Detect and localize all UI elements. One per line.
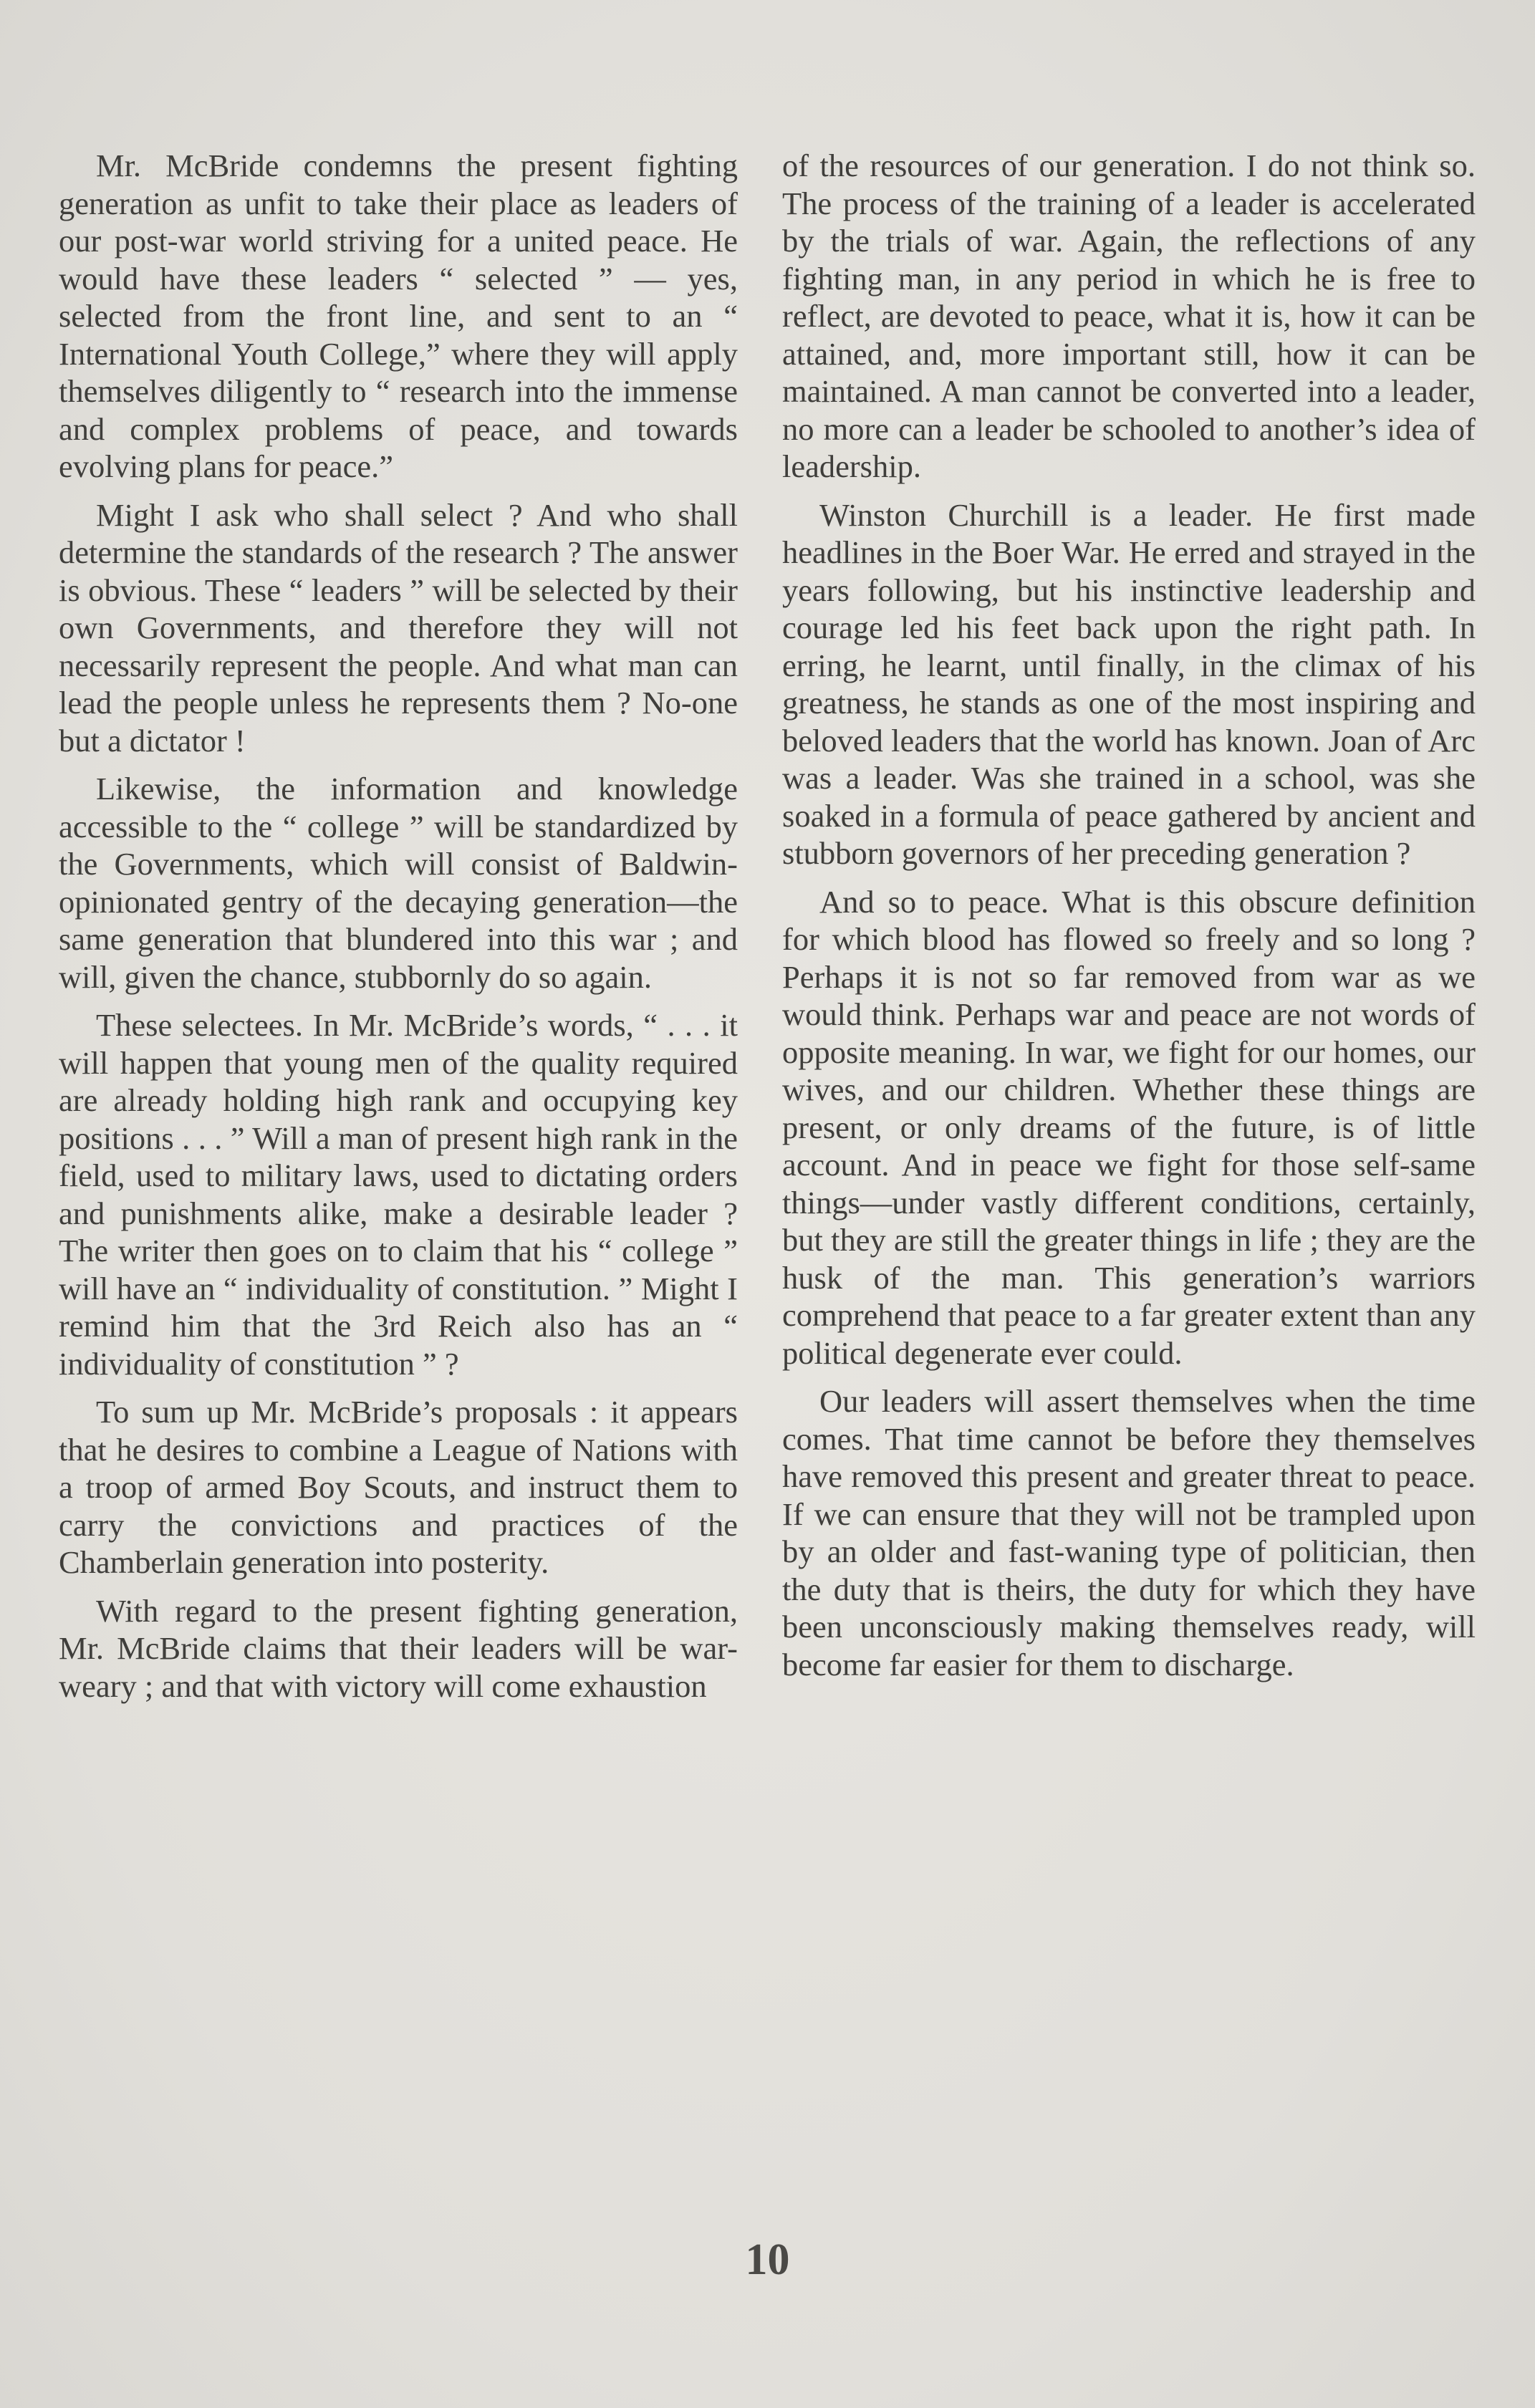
right-column — [782, 147, 1476, 1694]
paragraph: Winston Churchill is a leader. He first made headlines in the Boer War. He erred and strayed in the years following, but his instinctive leadership and courage led his feet back upon the right path. In erring, he learnt, until finally, in the climax of his greatness, he stands as one of the most inspiring and beloved leaders that the world has known. Joan of Arc was a leader. Was she trained in a school, was she soaked in a formula of peace gathered by ancient and stubborn governors of her preceding generation ? — [782, 496, 1476, 871]
paragraph: And so to peace. What is this obscure definition for which blood has flowed so freely and so long ? Perhaps it is not so far removed from war as we would think. Perhaps war and peace are not words of opposite meaning. In war, we fight for our homes, our wives, and our children. Whether these things are present, or only dreams of the future, is of little account. And in peace we fight for those self-same things—under vastly different conditions, certainly, but they are still the greater things in life ; they are the husk of the man. This generation’s warriors comprehend that peace to a far greater extent than any political degenerate ever could. — [782, 883, 1476, 1371]
left-column — [59, 147, 738, 1715]
paragraph: These selectees. In Mr. McBride’s words, “ . . . it will happen that young men of the quality required are already holding high rank and occupying key positions . . . ” Will a man of present high rank in the field, used to military laws, used to dictating orders and punishments alike, make a desirable leader ? The writer then goes on to claim that his “ college ” will have an “ individuality of constitution. ” Might I remind him that the 3rd Reich also has an “ individuality of constitution ” ? — [59, 1007, 738, 1382]
paragraph-continuation: of the resources of our generation. I do not think so. The process of the training of a leader is accelerated by the trials of war. Again, the reflections of any fighting man, in any period in which he is free to reflect, are devoted to peace, what it is, how it can be attained, and, more important still, how it can be maintained. A man cannot be converted into a leader, no more can a leader be schooled to another’s idea of leadership. — [782, 148, 1476, 484]
paragraph: Mr. McBride condemns the present fighting generation as unfit to take their place as leaders of our post-war world striving for a united peace. He would have these leaders “ selected ” — yes, selected from the front line, and sent to an “ International Youth College,” where they will apply themselves diligently to “ research into the immense and complex problems of peace, and towards evolving plans for peace.” — [59, 148, 738, 484]
page-number: 10 — [745, 2235, 790, 2284]
paragraph: With regard to the present fighting generation, Mr. McBride claims that their leaders will be war-weary ; and that with victory will come exhaustion — [59, 1592, 738, 1704]
paragraph: Might I ask who shall select ? And who shall determine the standards of the research ? The answer is obvious. These “ leaders ” will be selected by their own Governments, and therefore they will not necessarily represent the people. And what man can lead the people unless he represents them ? No-one but a dictator ! — [59, 496, 738, 758]
paragraph: Our leaders will assert themselves when the time comes. That time cannot be before they themselves have removed this present and greater threat to peace. If we can ensure that they will not be trampled upon by an older and fast-waning type of politician, then the duty that is theirs, the duty for which they have been unconsciously making themselves ready, will become far easier for them to discharge. — [782, 1383, 1476, 1682]
paragraph: To sum up Mr. McBride’s proposals : it appears that he desires to combine a League of Nations with a troop of armed Boy Scouts, and instruct them to carry the convictions and practices of the Chamberlain generation into posterity. — [59, 1394, 738, 1580]
paragraph: Likewise, the information and knowledge accessible to the “ college ” will be standardized by the Governments, which will consist of Baldwin-opinionated gentry of the decaying generation—the same generation that blundered into this war ; and will, given the chance, stubbornly do so again. — [59, 771, 738, 995]
